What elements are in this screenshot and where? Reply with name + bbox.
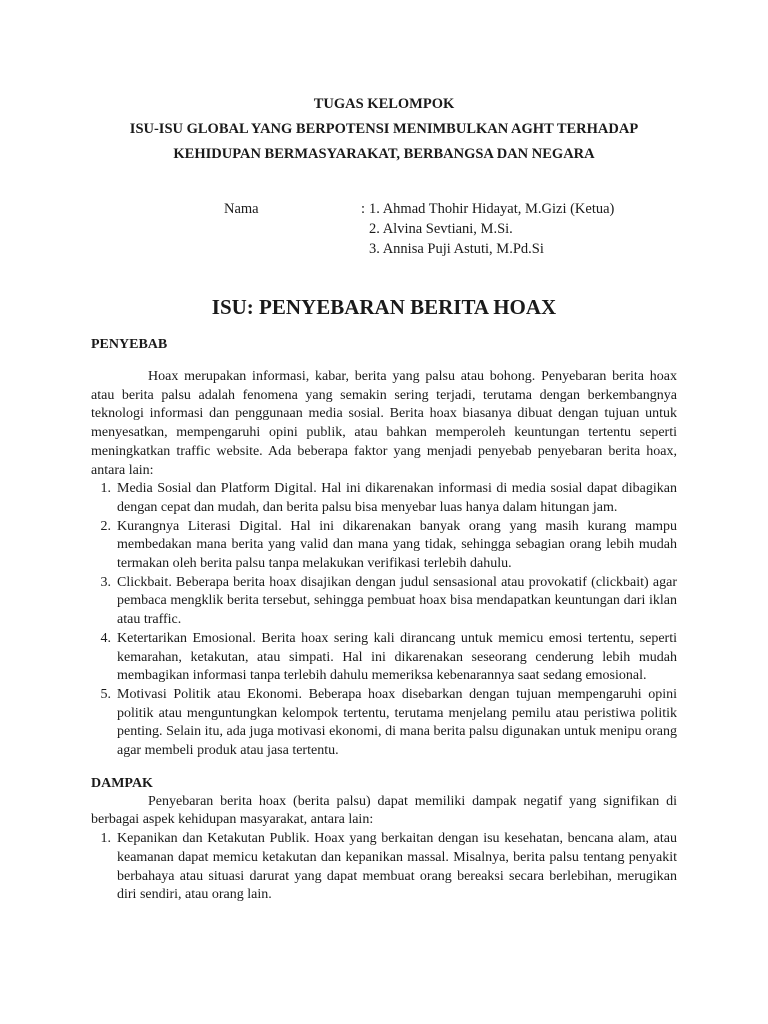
header-line-3: KEHIDUPAN BERMASYARAKAT, BERBANGSA DAN NEGARA — [173, 146, 595, 162]
list-item-text: Motivasi Politik atau Ekonomi. Beberapa hoax disebarkan dengan tujuan mempengaruhi opini politik atau menguntungkan kelompok tertentu, terutama menjelang pemilu atau peristiwa politik penting. Selain itu, ada juga motivasi ekonomi, di mana berita palsu digunakan untuk menipu orang agar membeli produk atau jasa tertentu. — [117, 686, 677, 759]
member-1: 1. Ahmad Thohir Hidayat, M.Gizi (Ketua) — [369, 201, 615, 217]
list-number: 2. — [100, 518, 111, 534]
list-item — [91, 518, 677, 574]
header-line-2: ISU-ISU GLOBAL YANG BERPOTENSI MENIMBULKAN AGHT TERHADAP — [129, 121, 639, 137]
list-number: 3. — [100, 574, 111, 590]
document-header — [0, 92, 768, 167]
section-heading-dampak: DAMPAK — [91, 775, 153, 791]
list-item — [91, 686, 677, 761]
list-item-text: Media Sosial dan Platform Digital. Hal ini dikarenakan informasi di media sosial dapat dibagikan dengan cepat dan mudah, dan berita palsu bisa menyebar luas hanya dalam hitungan jam. — [117, 481, 677, 515]
header-line-1: TUGAS KELOMPOK — [313, 96, 455, 112]
section-heading-penyebab: PENYEBAB — [91, 337, 168, 352]
penyebab-list — [91, 480, 677, 761]
list-item — [91, 574, 677, 630]
list-item-text: Kurangnya Literasi Digital. Hal ini dikarenakan banyak orang yang masih kurang mampu membedakan mana berita yang valid dan mana yang tidak, sehingga sebagian orang lebih mudah termakan oleh berita palsu tanpa melakukan verifikasi terlebih dahulu. — [117, 518, 677, 572]
list-item-text: Ketertarikan Emosional. Berita hoax sering kali dirancang untuk memicu emosi tertentu, seperti kemarahan, ketakutan, atau simpati. Hal ini dikarenakan seseorang cenderung lebih mudah membagikan informasi tanpa terlebih dahulu memeriksa kebenarannya saat sedang emosional. — [117, 630, 677, 684]
list-number: 4. — [100, 630, 111, 646]
list-number: 1. — [100, 481, 111, 497]
paragraph-dampak-intro: Penyebaran berita hoax (berita palsu) dapat memiliki dampak negatif yang signifikan di berbagai aspek kehidupan masyarakat, antara lain: — [91, 793, 677, 828]
member-colon: : — [361, 201, 366, 217]
list-item-text: Clickbait. Beberapa berita hoax disajikan dengan judul sensasional atau provokatif (clickbait) agar pembaca mengklik berita tersebut, sehingga pembuat hoax bisa mendapatkan keuntungan dari iklan atau traffic. — [117, 574, 677, 628]
dampak-list — [91, 830, 677, 905]
member-2: 2. Alvina Sevtiani, M.Si. — [369, 221, 513, 237]
list-item — [91, 830, 677, 905]
member-list — [224, 199, 614, 259]
list-item-text: Kepanikan dan Ketakutan Publik. Hoax yang berkaitan dengan isu kesehatan, bencana alam, atau keamanan dapat memicu ketakutan dan kepanikan massal. Misalnya, berita palsu tentang penyakit berbahaya atau situasi darurat yang dapat membuat orang bereaksi secara berlebihan, merugikan diri sendiri, atau orang lain. — [117, 831, 677, 903]
member-3: 3. Annisa Puji Astuti, M.Pd.Si — [369, 241, 544, 257]
list-item — [91, 480, 677, 517]
document-body — [91, 336, 677, 905]
paragraph-penyebab-intro: Hoax merupakan informasi, kabar, berita yang palsu atau bohong. Penyebaran berita hoax atau berita palsu adalah fenomena yang semakin sering terjadi, terutama dengan berkembangnya teknologi informasi dan penggunaan media sosial. Berita hoax biasanya dibuat dengan tujuan untuk menyesatkan, mempengaruhi opini publik, atau bahkan memperoleh keuntungan tertentu seperti meningkatkan traffic website. Ada beberapa faktor yang menjadi penyebab penyebaran berita hoax, antara lain: — [91, 369, 677, 478]
issue-title: ISU: PENYEBARAN BERITA HOAX — [211, 295, 557, 319]
list-number: 5. — [100, 686, 111, 702]
member-label: Nama — [224, 201, 259, 217]
list-number: 1. — [100, 831, 111, 847]
list-item — [91, 630, 677, 686]
